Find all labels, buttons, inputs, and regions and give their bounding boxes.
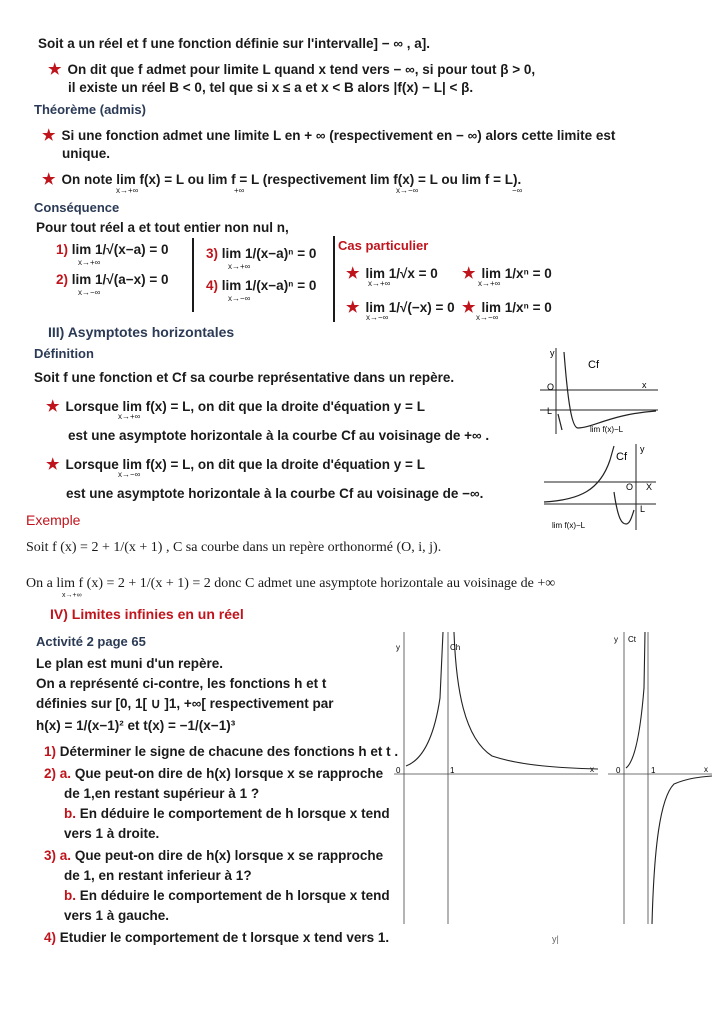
section-4-title: IV) Limites infinies en un réel <box>50 606 244 622</box>
graph2-caption: lim f(x)−L <box>552 521 586 530</box>
graph2-x-label: X <box>646 482 653 492</box>
graph1-l-label: L <box>547 406 553 416</box>
star-icon: ★ <box>346 265 360 282</box>
star-icon: ★ <box>346 299 360 316</box>
question-2b: b. En déduire le comportement de h lorsque x tend <box>64 806 390 821</box>
special-limit-4: ★ lim 1/xⁿ = 0 <box>462 299 552 316</box>
question-2a: 2) a. Que peut-on dire de h(x) lorsque x se rapproche <box>44 766 384 781</box>
divider-1 <box>192 238 194 312</box>
section-3-intro: Soit f une fonction et Cf sa courbe représentative dans un repère. <box>34 370 455 385</box>
consequence-title: Conséquence <box>34 200 120 215</box>
intro-text: Soit a un réel et f une fonction définie sur l'intervalle] − ∞ , a]. <box>38 36 431 51</box>
asymptote-item-2-sub: x→−∞ <box>118 470 141 479</box>
graph4-c-label: Ct <box>628 635 636 644</box>
graph3-o-label: 0 <box>396 766 401 775</box>
special-limit-3-sub: x→−∞ <box>366 313 389 322</box>
curve-right <box>454 632 598 769</box>
special-limit-2-sub: x→+∞ <box>478 279 501 288</box>
graph1-x-label: x <box>642 380 647 390</box>
definition-line-2: il existe un réel B < 0, tel que si x ≤ a et x < B alors |f(x) − L| < β. <box>68 80 474 95</box>
limit-2-sub: x→−∞ <box>78 288 101 297</box>
graph-t <box>604 628 716 928</box>
question-3b: b. En déduire le comportement de h lorsque x tend <box>64 888 390 903</box>
activity-title: Activité 2 page 65 <box>36 634 146 649</box>
graph3-x-label: x <box>590 765 594 774</box>
special-limit-2: ★ lim 1/xⁿ = 0 <box>462 265 552 282</box>
example-sub: x→+∞ <box>62 592 82 599</box>
example-line-1: Soit f (x) = 2 + 1/(x + 1) , C sa courbe dans un repère orthonormé (O, i, j). <box>26 540 442 555</box>
notation-sub-1: x→+∞ <box>116 186 139 195</box>
asymptote-item-2: ★ Lorsque lim f(x) = L, on dit que la droite d'équation y = L <box>46 456 425 473</box>
theorem-line-2: unique. <box>62 146 110 161</box>
definition-line-1: ★ On dit que f admet pour limite L quand x tend vers − ∞, si pour tout β > 0, <box>48 61 536 78</box>
graph3-c-label: Ch <box>450 643 461 652</box>
notation-sub-2: +∞ <box>234 186 245 195</box>
curve-right <box>614 492 634 524</box>
graph1-o-label: O <box>547 382 555 392</box>
footer-mark: y| <box>552 934 559 944</box>
theorem-line-1: ★ Si une fonction admet une limite L en + ∞ (respectivement en − ∞) alors cette limite est <box>42 127 616 144</box>
curve-right <box>652 776 712 924</box>
example-line-2: On a lim f (x) = 2 + 1/(x + 1) = 2 donc C admet une asymptote horizontale au voisinage de +∞ <box>26 576 556 591</box>
activity-p4: h(x) = 1/(x−1)² et t(x) = −1/(x−1)³ <box>36 718 236 733</box>
asymptote-item-1: ★ Lorsque lim f(x) = L, on dit que la droite d'équation y = L <box>46 398 425 415</box>
activity-p1: Le plan est muni d'un repère. <box>36 656 223 671</box>
limit-3-sub: x→+∞ <box>228 262 251 271</box>
question-3a: 3) a. Que peut-on dire de h(x) lorsque x se rapproche <box>44 848 384 863</box>
star-icon: ★ <box>46 398 60 415</box>
theorem-title: Théorème (admis) <box>34 102 146 117</box>
star-icon: ★ <box>42 171 56 188</box>
notation-sub-4: −∞ <box>512 186 523 195</box>
graph1-y-label: y <box>550 348 555 358</box>
graph4-one-label: 1 <box>651 766 656 775</box>
notation-sub-3: x→−∞ <box>396 186 419 195</box>
definition-title: Définition <box>34 346 94 361</box>
asymptote-item-1-sub: x→+∞ <box>118 412 141 421</box>
graph-h <box>392 628 604 928</box>
example-title: Exemple <box>26 512 81 528</box>
graph1-cf-label: Cf <box>588 359 599 371</box>
star-icon: ★ <box>46 456 60 473</box>
limit-3: 3) lim 1/(x−a)ⁿ = 0 <box>206 246 317 261</box>
limit-1: 1) lim 1/√(x−a) = 0 <box>56 242 169 257</box>
special-limit-1: ★ lim 1/√x = 0 <box>346 265 438 282</box>
graph4-x-label: x <box>704 765 708 774</box>
curve <box>544 446 614 502</box>
star-icon: ★ <box>48 61 62 78</box>
divider-2 <box>333 236 335 322</box>
graph4-y-label: y <box>614 635 618 644</box>
special-limit-1-sub: x→+∞ <box>368 279 391 288</box>
question-3a-cont: de 1, en restant inferieur à 1? <box>64 868 252 883</box>
star-icon: ★ <box>462 299 476 316</box>
question-1: 1) Déterminer le signe de chacune des fonctions h et t . <box>44 744 399 759</box>
activity-p3: définies sur [0, 1[ ∪ ]1, +∞[ respectivement par <box>36 696 334 711</box>
graph4-o-label: 0 <box>616 766 621 775</box>
graph3-y-label: y <box>396 643 400 652</box>
asymptote-graph-minus-infinity <box>540 440 660 536</box>
graph2-l-label: L <box>640 504 646 514</box>
limit-1-sub: x→+∞ <box>78 258 101 267</box>
asymptote-item-2-b: est une asymptote horizontale à la courbe Cf au voisinage de −∞. <box>66 486 484 501</box>
graph2-y-label: y <box>640 444 645 454</box>
limit-4-sub: x→−∞ <box>228 294 251 303</box>
graph2-cf-label: Cf <box>616 451 627 463</box>
limit-4: 4) lim 1/(x−a)ⁿ = 0 <box>206 278 317 293</box>
star-icon: ★ <box>462 265 476 282</box>
curve-left <box>406 632 443 766</box>
special-case-title: Cas particulier <box>338 238 429 253</box>
graph1-caption: lim f(x)−L <box>590 425 624 434</box>
curve-left <box>626 632 645 768</box>
curve-left <box>558 414 562 430</box>
star-icon: ★ <box>42 127 56 144</box>
consequence-text: Pour tout réel a et tout entier non nul n, <box>36 220 289 235</box>
question-3b-cont: vers 1 à gauche. <box>64 908 170 923</box>
asymptote-graph-plus-infinity <box>532 344 662 440</box>
graph3-one-label: 1 <box>450 766 455 775</box>
activity-p2: On a représenté ci-contre, les fonctions h et t <box>36 676 327 691</box>
special-limit-3: ★ lim 1/√(−x) = 0 <box>346 299 455 316</box>
question-2b-cont: vers 1 à droite. <box>64 826 160 841</box>
graph2-o-label: O <box>626 482 634 492</box>
special-limit-4-sub: x→−∞ <box>476 313 499 322</box>
asymptote-item-1-b: est une asymptote horizontale à la courbe Cf au voisinage de +∞ . <box>68 428 490 443</box>
section-3-title: III) Asymptotes horizontales <box>48 324 235 340</box>
question-2a-cont: de 1,en restant supérieur à 1 ? <box>64 786 260 801</box>
limit-2: 2) lim 1/√(a−x) = 0 <box>56 272 169 287</box>
notation-line: ★ On note lim f(x) = L ou lim f = L (respectivement lim f(x) = L ou lim f = L). <box>42 171 522 188</box>
question-4: 4) Etudier le comportement de t lorsque x tend vers 1. <box>44 930 390 945</box>
